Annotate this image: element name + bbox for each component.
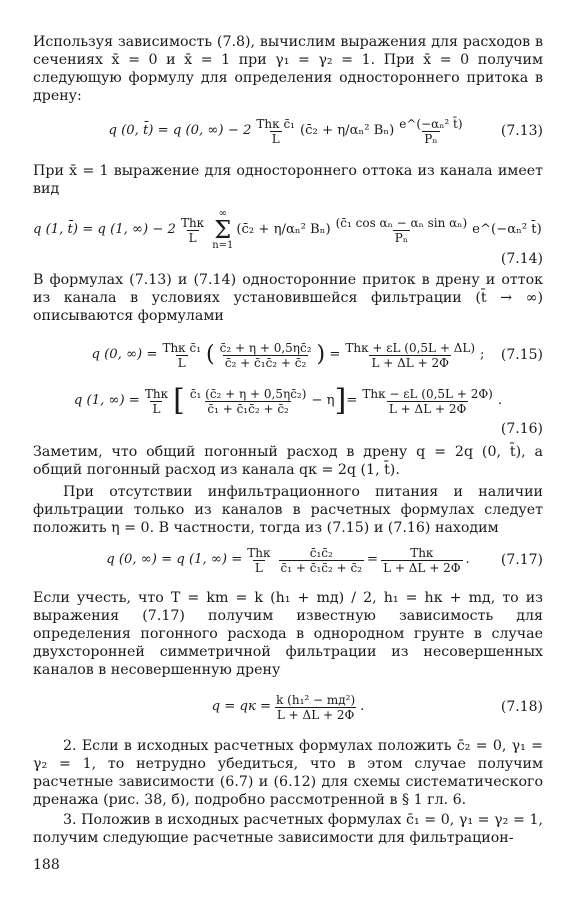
equals-sign: = xyxy=(325,347,341,362)
paren-open: ( xyxy=(206,342,215,367)
eq17-b-num: c̄₁c̄₂ xyxy=(309,545,333,560)
eq14-sum-bottom: n=1 xyxy=(212,240,234,251)
eq15-c-den: L + ΔL + 2Φ xyxy=(371,355,449,370)
eq17-frac-c xyxy=(381,546,462,575)
eq13-frac-den: L xyxy=(271,131,280,146)
eq17-a-den: L xyxy=(254,560,263,575)
eq14-sum-top: ∞ xyxy=(218,208,227,219)
paragraph-5: При отсутствии инфильтрационного питания и наличии фильтрации только из каналов в расчетных формулах следует положить η = 0. В частности, тогда из (7.15) и (7.16) находим xyxy=(33,484,543,536)
eq16-a-num: Thк xyxy=(144,386,169,401)
eq17-c-num: Thк xyxy=(410,545,434,560)
bracket-open: [ xyxy=(173,383,185,418)
equation-7-14 xyxy=(33,204,543,256)
period: . xyxy=(497,393,503,408)
eq13-exp-den: Pₙ xyxy=(424,131,438,146)
eq17-frac-a xyxy=(245,546,272,575)
eq14-lhs: q (1, t̄) = q (1, ∞) − 2 xyxy=(33,222,176,237)
eq15-a-den: L xyxy=(177,355,186,370)
equation-7-17 xyxy=(33,538,543,582)
equation-7-18 xyxy=(33,686,543,728)
eq14-sum xyxy=(212,209,233,251)
equation-number-7-15: (7.15) xyxy=(500,347,543,363)
equation-7-15 xyxy=(33,333,543,377)
eq16-lhs: q (1, ∞) = xyxy=(73,393,140,408)
period: . xyxy=(465,552,470,567)
eq14-tail-den: Pₙ xyxy=(394,230,409,245)
eq14-frac-num: Thк xyxy=(180,215,205,230)
eq18-lhs: q = qк = xyxy=(211,699,272,714)
equation-number-7-17: (7.17) xyxy=(500,552,543,568)
eq16-b-num: c̄₁ (c̄₂ + η + 0,5ηc̄₂) xyxy=(189,386,307,401)
equation-number-7-18: (7.18) xyxy=(500,699,543,715)
eq13-frac-num: Thк c̄₁ xyxy=(256,116,295,131)
eq15-a-num: Thк c̄₁ xyxy=(162,340,202,355)
paragraph-8: 3. Положив в исходных расчетных формулах c̄₁ = 0, γ₁ = γ₂ = 1, получим следующие расчетные зависимости для фильтрацион- xyxy=(33,812,543,846)
paragraph-3: В формулах (7.13) и (7.14) односторонние приток в дрену и отток из канала в условиях установившейся фильтрации (t̄ → ∞) описываются формулами xyxy=(33,272,543,324)
equals-sign: = xyxy=(367,552,379,567)
eq15-frac-b xyxy=(218,341,314,370)
eq15-b-num: c̄₂ + η + 0,5ηc̄₂ xyxy=(219,340,312,355)
eq13-lhs: q (0, t̄) = q (0, ∞) − 2 xyxy=(108,123,252,138)
paren-close: ) xyxy=(316,342,326,367)
eq13-exp-num: e^(−αₙ² t̄) xyxy=(399,116,463,131)
eq14-frac-den: L xyxy=(188,230,197,245)
page-number: 188 xyxy=(33,857,60,873)
eq17-b-den: c̄₁ + c̄₁c̄₂ + c̄₂ xyxy=(280,560,363,575)
equation-number-7-13: (7.13) xyxy=(500,123,543,139)
eq13-mid: (c̄₂ + η/αₙ² Bₙ) xyxy=(299,123,395,138)
eq14-fraction xyxy=(179,216,206,245)
paragraph-6: Если учесть, что T = km = k (h₁ + mд) / 2, h₁ = hк + mд, то из выражения (7.17) получим известную зависимость для определения погонного расхода в однородном грунте в случае двухсторонней симметричной фильтрации из несовершенных каналов в несовершенную дрену xyxy=(33,590,543,678)
eq13-fraction xyxy=(254,117,297,146)
eq14-tail-fraction xyxy=(334,216,470,245)
period: . xyxy=(360,699,365,714)
sigma-symbol: Σ xyxy=(214,216,232,244)
eq16-frac-b xyxy=(188,387,309,416)
paragraph-1: Используя зависимость (7.8), вычислим выражения для расходов в сечениях x̄ = 0 и x̄ = 1 при γ₁ = γ₂ = 1. При x̄ = 0 получим следующую формулу для определения одностороннего притока в дрену: xyxy=(33,34,543,104)
eq16-frac-c xyxy=(360,387,495,416)
eq18-a-num: k (h₁² − mд²) xyxy=(276,692,356,707)
eq16-c-den: L + ΔL + 2Φ xyxy=(388,401,467,416)
eq16-b-tail: − η xyxy=(311,393,335,408)
equation-7-13 xyxy=(33,111,543,151)
eq16-b-den: c̄₁ + c̄₁c̄₂ + c̄₂ xyxy=(207,401,289,416)
paragraph-7: 2. Если в исходных расчетных формулах положить c̄₂ = 0, γ₁ = γ₂ = 1, то нетрудно убедиться, что в этом случае получим расчетные зависимости (6.7) и (6.12) для схемы систематического дренажа (рис. 38, б), подробно рассмотренной в § 1 гл. 6. xyxy=(33,738,543,808)
eq16-c-num: Thк − εL (0,5L + 2Φ) xyxy=(362,386,493,401)
equation-number-7-14: (7.14) xyxy=(500,251,543,267)
equation-number-7-16: (7.16) xyxy=(500,421,543,437)
eq15-frac-c xyxy=(343,341,477,370)
eq17-a-num: Thк xyxy=(247,545,271,560)
eq16-frac-a xyxy=(143,387,170,416)
eq14-tail-num: (c̄₁ cos αₙ − αₙ sin αₙ) xyxy=(335,215,468,230)
eq14-mid: (c̄₂ + η/αₙ² Bₙ) xyxy=(236,222,331,237)
eq16-a-den: L xyxy=(152,401,161,416)
eq13-exp-fraction xyxy=(397,117,464,146)
eq17-lhs: q (0, ∞) = q (1, ∞) = xyxy=(106,552,243,567)
eq15-b-den: c̄₂ + c̄₁c̄₂ + c̄₂ xyxy=(224,355,307,370)
eq18-a-den: L + ΔL + 2Φ xyxy=(276,707,355,722)
eq15-c-num: Thк + εL (0,5L + ΔL) xyxy=(345,340,476,355)
eq15-lhs: q (0, ∞) = xyxy=(91,347,158,362)
eq18-frac-a xyxy=(274,693,357,722)
bracket-close: ] xyxy=(334,383,347,418)
paragraph-2: При x̄ = 1 выражение для одностороннего оттока из канала имеет вид xyxy=(33,163,543,197)
eq14-tail-exp: e^(−αₙ² t̄) xyxy=(472,222,542,237)
eq17-frac-b xyxy=(279,546,365,575)
semicolon: ; xyxy=(480,347,485,362)
eq15-frac-a xyxy=(160,341,203,370)
eq17-c-den: L + ΔL + 2Φ xyxy=(383,560,461,575)
equals-sign: = xyxy=(346,393,358,408)
equation-7-16 xyxy=(33,379,543,423)
paragraph-4: Заметим, что общий погонный расход в дрену q = 2q (0, t̄), а общий погонный расход из канала qк = 2q (1, t̄). xyxy=(33,444,543,478)
